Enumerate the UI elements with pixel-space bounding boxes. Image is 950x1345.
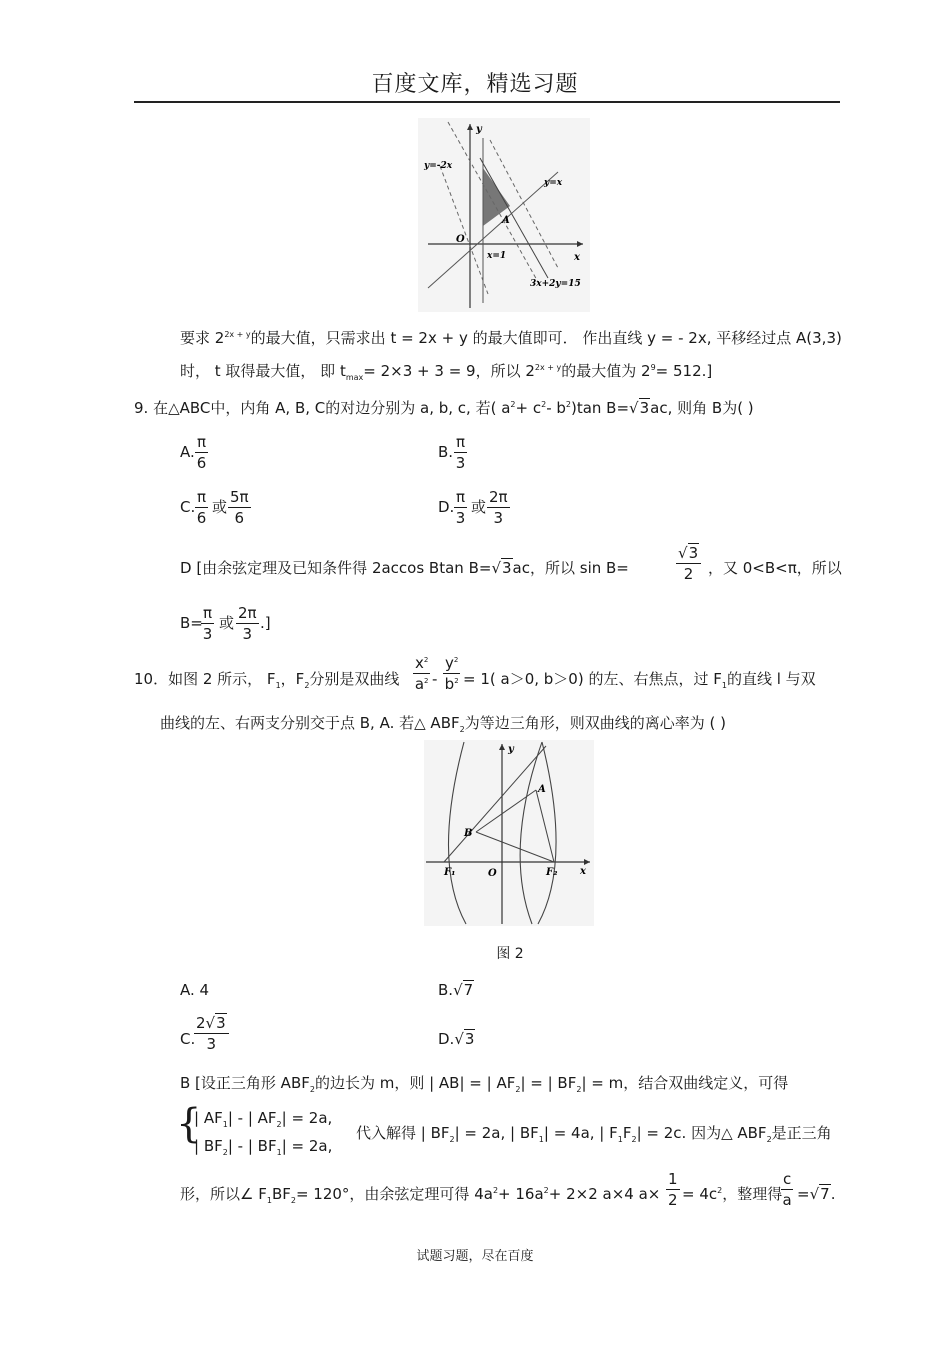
q10-option-b: B.√7 bbox=[438, 981, 474, 999]
fig1-origin-label: O bbox=[456, 234, 465, 245]
q10-stem-part1: 10．如图 2 所示， $F_1$，$F_2$分别是双曲线 bbox=[134, 670, 400, 690]
system-eq1: | $AF_1|$ - | $AF_2| = 2a$, bbox=[194, 1109, 333, 1129]
q10-ca-frac: $\frac{c}{a}$ bbox=[782, 1170, 792, 1209]
fig2-origin-label: O bbox=[488, 868, 497, 879]
q9-option-d-or: 或 bbox=[471, 498, 487, 516]
fig1-line-yx-label: y=x bbox=[544, 178, 563, 188]
fig2-point-b-label: B bbox=[464, 828, 473, 839]
q9-option-d: D. bbox=[438, 498, 455, 516]
fig2-point-a-label: A bbox=[538, 784, 546, 795]
q10-frac-x2a2: $\frac{x^2}{a^2}$ bbox=[414, 654, 429, 693]
q9-option-b-frac: $\frac{\pi}{3}$ bbox=[455, 433, 466, 472]
q9-solution-frac2: $\frac{2\pi}{3}$ bbox=[238, 604, 257, 643]
q10-option-d: D.√3 bbox=[438, 1030, 475, 1048]
fig1-line-neg2x-label: y=-2x bbox=[424, 161, 453, 171]
q9-solution-b-eq: B= bbox=[180, 614, 203, 632]
fig2-x-label: x bbox=[580, 866, 586, 877]
q10-solution-result: =√7. bbox=[797, 1185, 836, 1203]
fig2-y-label: y bbox=[508, 744, 514, 755]
q9-solution-line1: D [由余弦定理及已知条件得 2accos Btan B=√3ac，所以 sin B= bbox=[180, 559, 629, 577]
q9-option-c-frac2: $\frac{5\pi}{6}$ bbox=[230, 488, 249, 527]
q10-half-frac: $\frac{1}{2}$ bbox=[668, 1170, 678, 1209]
q9-solution-end: .] bbox=[260, 614, 271, 632]
q9-option-c: C. bbox=[180, 498, 196, 516]
fig2-f2-label: F₂ bbox=[546, 867, 558, 878]
sol8-line2: 时， t 取得最大值， 即 $t_{max}= 2\times 3 + 3 = 9$，所以 $2^{2x + y}$的最大值为 $2^9= 512$.] bbox=[180, 362, 713, 382]
q10-minus: - bbox=[432, 670, 438, 688]
fig2-f1-label: F₁ bbox=[444, 867, 456, 878]
q10-solution-line2: 代入解得 | $BF_2| = 2a$, | $BF_1| = 4a$, | $F_1F_2| = 2c$. 因为△ $ABF_2$是正三角 bbox=[356, 1124, 832, 1144]
q9-option-b: B. bbox=[438, 443, 454, 461]
q10-solution-line3b: = $4c^2$，整理得 bbox=[682, 1185, 783, 1203]
fig1-constraint-label: 3x+2y=15 bbox=[530, 279, 581, 289]
q10-stem-part2: = 1( a＞0, b＞0) 的左、右焦点，过 $F_1$的直线 l 与双 bbox=[463, 670, 816, 690]
q9-solution-or: 或 bbox=[219, 614, 235, 632]
q9-option-a-frac: $\frac{\pi}{6}$ bbox=[196, 433, 207, 472]
q9-solution-line1-end: ，又 0<B<π，所以 bbox=[708, 559, 842, 577]
q9-solution-frac: $\frac{√3}{2}$ bbox=[676, 546, 701, 582]
q9-option-c-frac1: $\frac{\pi}{6}$ bbox=[196, 488, 207, 527]
figure-hyperbola bbox=[424, 740, 594, 926]
figure-feasible-region bbox=[418, 118, 590, 312]
q10-solution-line3: 形，所以∠ $F_1BF_2= 120^\circ$，由余弦定理可得 $4a^2+ 16a^2+ 2\times 2$ a×4 a× bbox=[180, 1185, 661, 1205]
q10-option-c: C. bbox=[180, 1030, 196, 1048]
q9-solution-frac1: $\frac{\pi}{3}$ bbox=[202, 604, 213, 643]
figure2-caption: 图 2 bbox=[496, 946, 524, 962]
sol8-line1: 要求 $2^{2x + y}$的最大值，只需求出 t = 2x + y 的最大值即可． 作出直线 y = - 2x, 平移经过点 A(3,3) bbox=[180, 329, 842, 347]
fig1-line-x1-label: x=1 bbox=[487, 251, 507, 261]
q9-option-d-frac2: $\frac{2\pi}{3}$ bbox=[489, 488, 508, 527]
q9-stem: 9. 在△ABC中，内角 A, B, C的对边分别为 a, b, c, 若( $a^2+ c^2-$ $b^2)\tan$ B=√3ac, 则角 B为( ) bbox=[134, 399, 754, 417]
q9-option-a: A. bbox=[180, 443, 195, 461]
q10-option-c-frac: $\frac{2√3}{3}$ bbox=[194, 1016, 229, 1052]
system-eq2: | $BF_2|$ - | $BF_1| = 2a$, bbox=[194, 1137, 333, 1157]
header-rule bbox=[134, 101, 840, 103]
q10-solution-line1: B [设正三角形 $ABF_2$的边长为 m，则 | AB| = | $AF_2|$ = | $BF_2| = m$，结合双曲线定义，可得 bbox=[180, 1074, 789, 1094]
q9-option-c-or: 或 bbox=[212, 498, 228, 516]
q10-option-a: A. 4 bbox=[180, 981, 210, 999]
page-header-title: 百度文库，精选习题 bbox=[371, 72, 579, 97]
fig1-point-a-label: A bbox=[502, 215, 510, 226]
q9-option-d-frac1: $\frac{\pi}{3}$ bbox=[455, 488, 466, 527]
fig1-x-label: x bbox=[574, 252, 580, 263]
q10-frac-y2b2: $\frac{y^2}{b^2}$ bbox=[444, 654, 459, 693]
fig1-y-label: y bbox=[476, 124, 482, 135]
q10-stem-line2: 曲线的左、右两支分别交于点 B, A. 若△ $ABF_2$为等边三角形，则双曲线的离心率为 ( ) bbox=[160, 714, 726, 734]
page-footer: 试题习题，尽在百度 bbox=[416, 1249, 534, 1264]
system-brace: { bbox=[176, 1101, 202, 1147]
